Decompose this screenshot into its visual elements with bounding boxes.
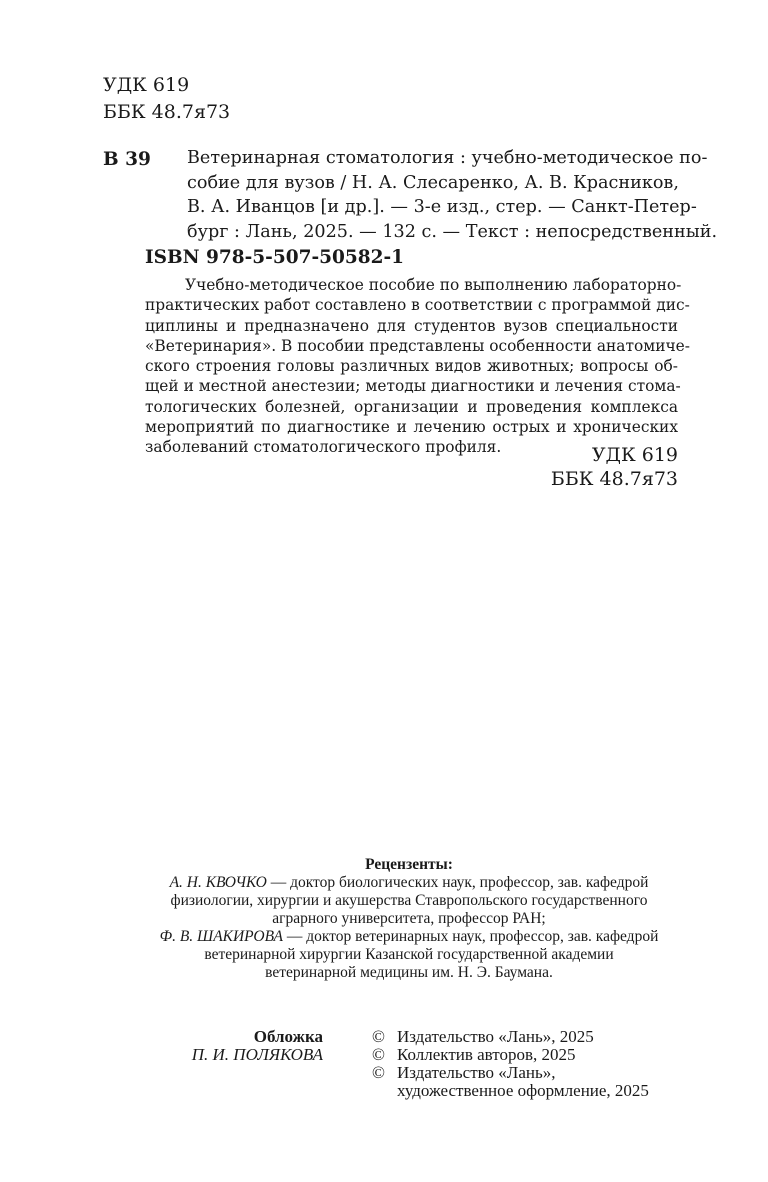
bibliographic-entry (187, 146, 718, 244)
right-classification-codes (551, 443, 678, 491)
copyright-icon: © (372, 1027, 385, 1046)
copyright-icon: © (372, 1063, 385, 1082)
udk-code-right: УДК 619 (591, 444, 678, 466)
copyright-text: Коллектив авторов, 2025 (397, 1045, 576, 1064)
isbn: ISBN 978-5-507-50582-1 (145, 247, 405, 268)
reviewers-title: Рецензенты: (365, 856, 453, 873)
bib-line: В. А. Иванцов [и др.]. — 3-е изд., стер. — Санкт-Петер- (187, 197, 697, 217)
copyright-line (372, 1046, 682, 1064)
top-classification-codes (103, 72, 230, 126)
copyright-text-continuation: художественное оформление, 2025 (397, 1081, 649, 1100)
reviewer-2-line (140, 928, 678, 946)
copyright-block (372, 1028, 682, 1100)
copyright-text: Издательство «Лань», (397, 1063, 556, 1082)
cover-credit (150, 1028, 323, 1064)
reviewer-1-name: А. Н. КВОЧКО (169, 874, 267, 891)
reviewers-block (140, 856, 678, 982)
bbk-code: ББК 48.7я73 (103, 101, 231, 123)
reviewer-2-line-3: ветеринарной медицины им. Н. Э. Баумана. (265, 964, 553, 981)
annotation-line: щей и местной анестезии; методы диагностики и лечения стома- (145, 377, 681, 396)
author-mark: В 39 (103, 149, 151, 170)
reviewer-2-text: — доктор ветеринарных наук, профессор, зав. кафедрой (282, 928, 659, 945)
cover-designer: П. И. ПОЛЯКОВА (191, 1045, 323, 1064)
annotation (145, 275, 690, 458)
annotation-line: заболеваний стоматологического профиля. (145, 438, 502, 457)
cover-title: Обложка (253, 1027, 323, 1046)
annotation-line: «Ветеринария». В пособии представлены особенности анатомиче- (145, 336, 690, 355)
bbk-code-right: ББК 48.7я73 (550, 468, 678, 490)
bib-line: бург : Лань, 2025. — 132 с. — Текст : непосредственный. (187, 221, 718, 242)
annotation-line: тологических болезней, организации и проведения комплекса (145, 397, 678, 416)
copyright-line (372, 1028, 682, 1046)
copyright-text: Издательство «Лань», 2025 (397, 1027, 594, 1046)
udk-code: УДК 619 (103, 74, 190, 96)
copyright-line (372, 1064, 682, 1082)
bib-line: Ветеринарная стоматология : учебно-методическое по- (187, 148, 708, 168)
annotation-line: практических работ составлено в соответствии с программой дис- (145, 296, 690, 315)
reviewer-2-line-2: ветеринарной хирургии Казанской государственной академии (204, 946, 614, 963)
annotation-line: циплины и предназначено для студентов вузов специальности (145, 316, 678, 335)
annotation-line: Учебно-методическое пособие по выполнению лабораторно- (185, 276, 682, 294)
reviewer-1-line (140, 874, 678, 892)
reviewer-1-text: — доктор биологических наук, профессор, зав. кафедрой (266, 874, 649, 891)
annotation-line: ского строения головы различных видов животных; вопросы об- (145, 357, 678, 376)
annotation-line: мероприятий по диагностике и лечению острых и хронических (145, 418, 678, 437)
reviewer-2-name: Ф. В. ШАКИРОВА (159, 928, 283, 945)
reviewer-1-line-3: аграрного университета, профессор РАН; (272, 910, 546, 927)
copyright-icon: © (372, 1045, 385, 1064)
bib-line: собие для вузов / Н. А. Слесаренко, А. В. Красников, (187, 172, 679, 193)
reviewer-1-line-2: физиологии, хирургии и акушерства Ставропольского государственного (170, 892, 648, 909)
